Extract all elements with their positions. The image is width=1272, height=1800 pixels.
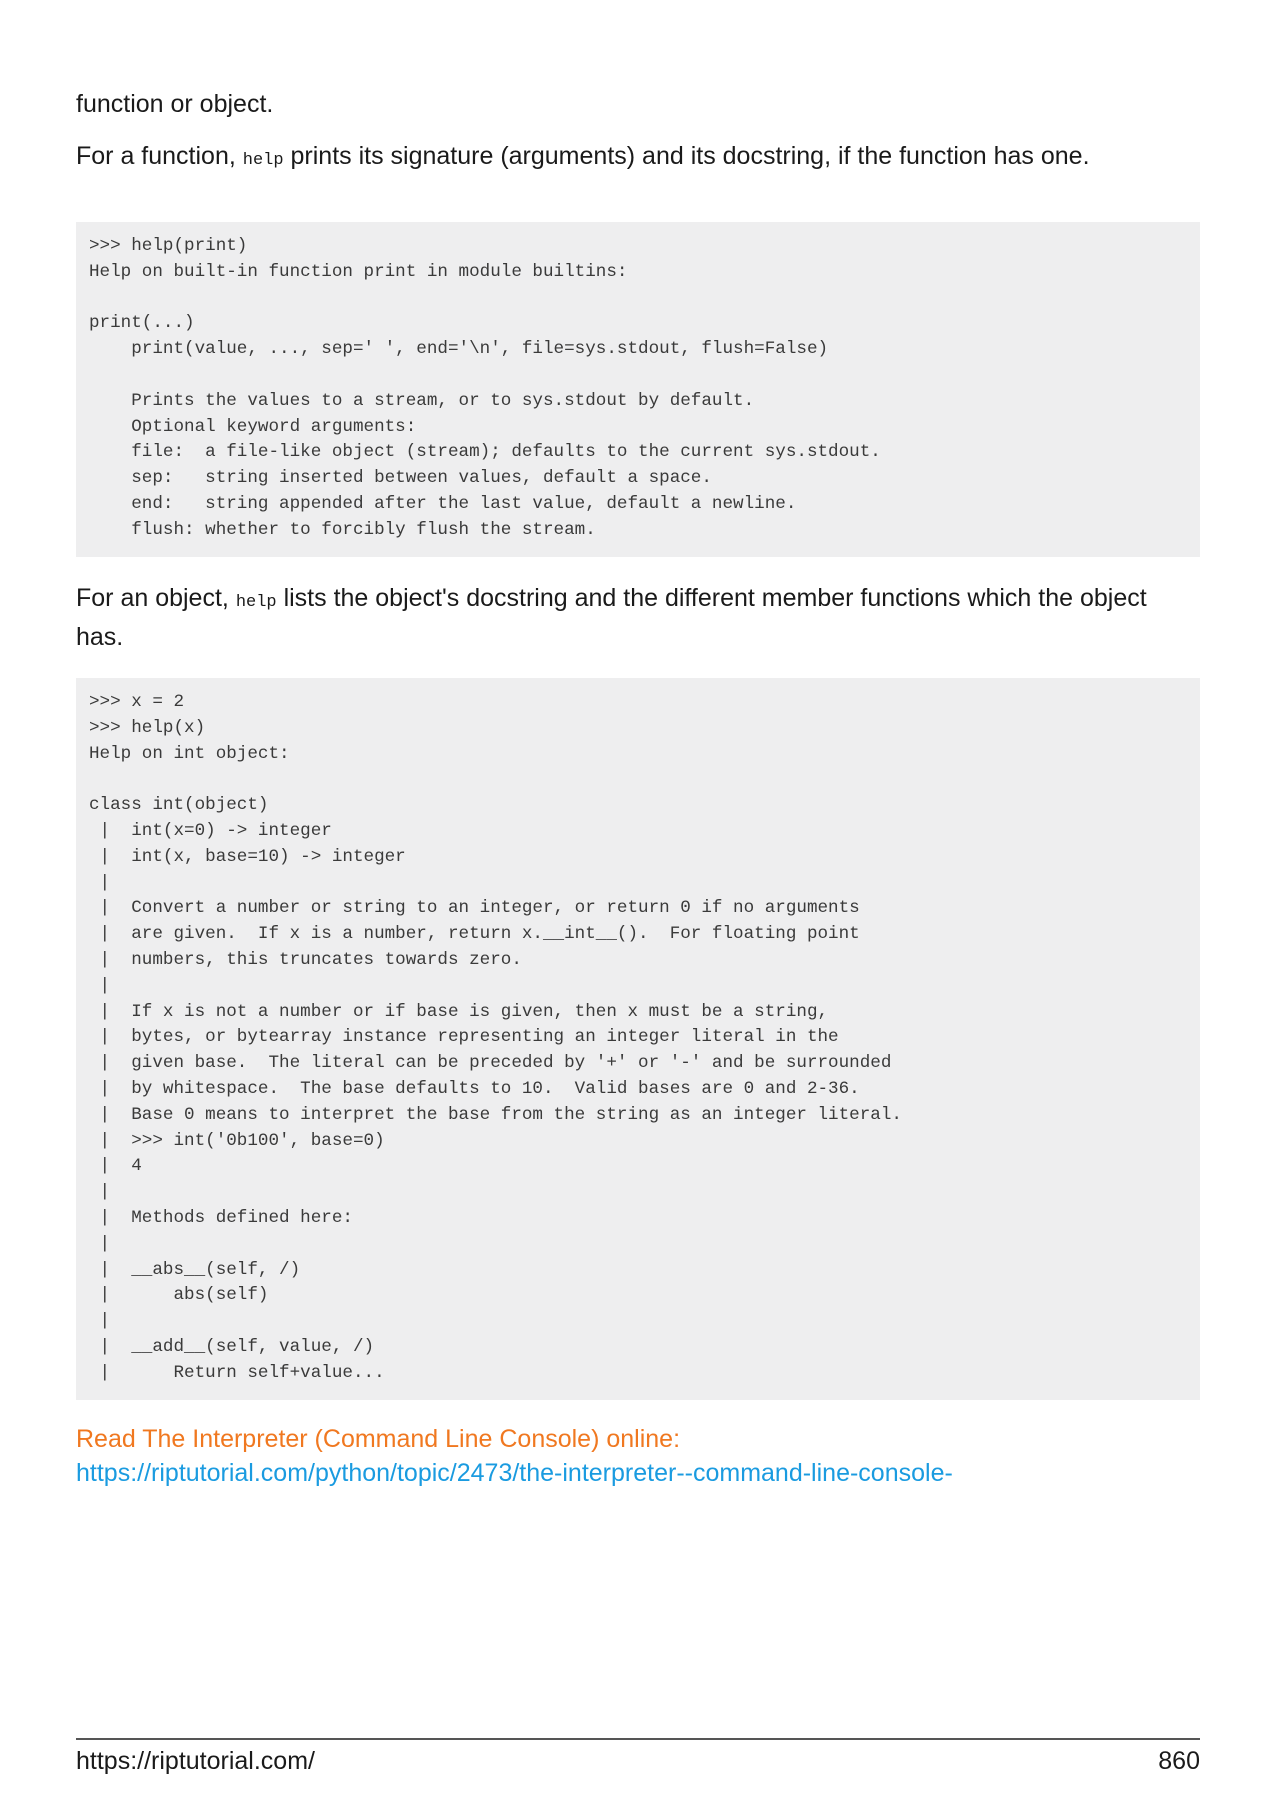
object-help-text-post: lists the object's docstring and the different member functions which the object has. bbox=[76, 584, 1147, 651]
intro-fragment-text: function or object. bbox=[76, 90, 274, 118]
intro-fragment-paragraph bbox=[76, 87, 1200, 122]
read-online-link[interactable]: https://riptutorial.com/python/topic/2473/the-interpreter--command-line-console- bbox=[76, 1459, 953, 1487]
function-help-paragraph bbox=[76, 139, 1200, 178]
function-help-text-post: prints its signature (arguments) and its docstring, if the function has one. bbox=[283, 142, 1090, 170]
inline-code-help: help bbox=[242, 151, 284, 170]
inline-code-help: help bbox=[235, 593, 277, 612]
object-help-text-pre: For an object, bbox=[76, 584, 236, 612]
footer-divider bbox=[76, 1738, 1200, 1740]
function-help-text-pre: For a function, bbox=[76, 142, 243, 170]
code-block-print-help: >>> help(print) Help on built-in function print in module builtins: print(...) print(value, ..., sep=' ', end='\n', file=sys.stdout, flush=False) Prints the values to a stream, or to sys.stdout by default. Optional keyword arguments: file: a file-like object (stream); defaults to the current sys.stdout. sep: string inserted between values, default a space. end: string appended after the last value, default a newline. flush: whether to forcibly flush the stream. bbox=[76, 222, 1200, 557]
read-online-section bbox=[76, 1422, 1200, 1490]
object-help-paragraph bbox=[76, 581, 1200, 655]
footer-page-number: 860 bbox=[1158, 1747, 1200, 1775]
code-block-int-help: >>> x = 2 >>> help(x) Help on int object: class int(object) | int(x=0) -> integer | int(x, base=10) -> integer | | Convert a number or string to an integer, or return 0 if no arguments | are given. If x is a number, return x.__int__(). For floating point | numbers, this truncates towards zero. | | If x is not a number or if base is given, then x must be a string, | bytes, or bytearray instance representing an integer literal in the | given base. The literal can be preceded by '+' or '-' and be surrounded | by whitespace. The base defaults to 10. Valid bases are 0 and 2-36. | Base 0 means to interpret the base from the string as an integer literal. | >>> int('0b100', base=0) | 4 | | Methods defined here: | | __abs__(self, /) | abs(self) | | __add__(self, value, /) | Return self+value... bbox=[76, 678, 1200, 1400]
read-online-label: Read The Interpreter (Command Line Console) online: bbox=[76, 1425, 681, 1453]
footer-site-url: https://riptutorial.com/ bbox=[76, 1747, 315, 1775]
